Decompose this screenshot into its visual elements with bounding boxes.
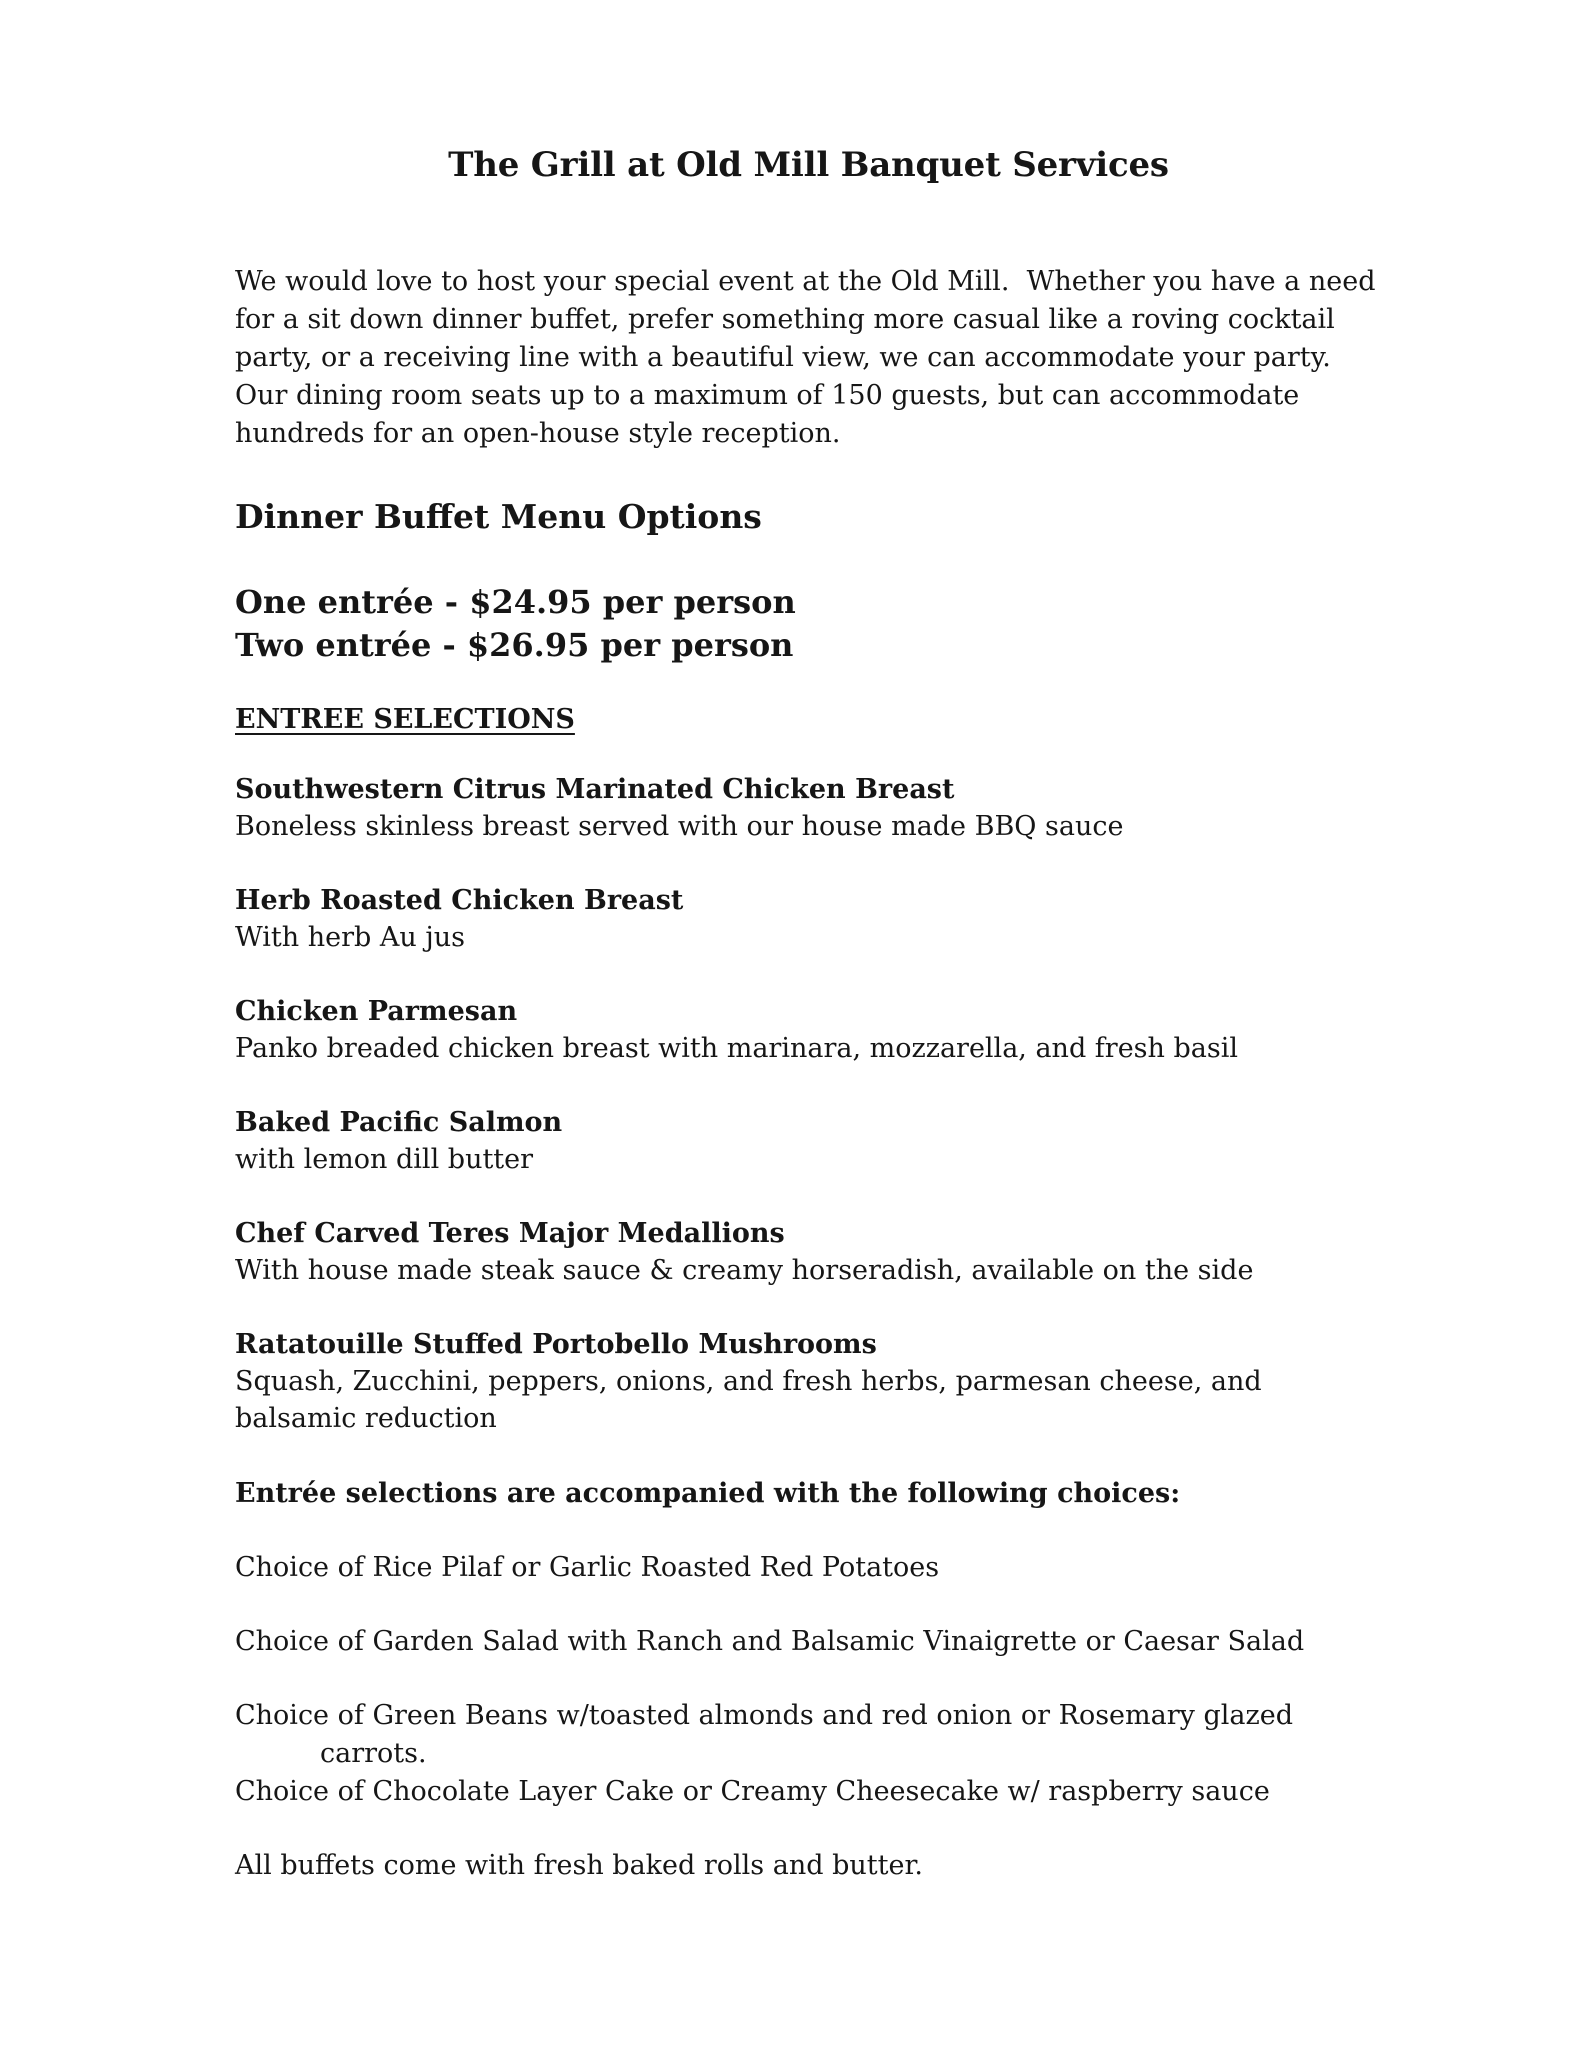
buffet-note: All buffets come with fresh baked rolls and butter.	[235, 1850, 923, 1881]
entree-name: Chicken Parmesan	[235, 996, 518, 1027]
entree-name: Baked Pacific Salmon	[235, 1107, 563, 1138]
accompaniments-heading: Entrée selections are accompanied with the following choices:	[235, 1478, 1181, 1509]
entree-name: Chef Carved Teres Major Medallions	[235, 1218, 785, 1249]
dinner-buffet-heading: Dinner Buffet Menu Options	[235, 497, 762, 536]
entree-description: Squash, Zucchini, peppers, onions, and fresh herbs, parmesan cheese, and balsamic reduction	[235, 1366, 1262, 1434]
entree-name: Herb Roasted Chicken Breast	[235, 885, 684, 916]
entree-name: Ratatouille Stuffed Portobello Mushrooms	[235, 1329, 877, 1360]
entree-description: With house made steak sauce & creamy horseradish, available on the side	[235, 1255, 1254, 1286]
entree-selections-heading: ENTREE SELECTIONS	[235, 704, 575, 735]
page-title: The Grill at Old Mill Banquet Services	[448, 145, 1169, 185]
entree-item	[235, 771, 1382, 845]
entree-description: Panko breaded chicken breast with marinara, mozzarella, and fresh basil	[235, 1033, 1239, 1064]
price-option-one-entree: One entrée - $24.95 per person	[235, 583, 796, 621]
entree-item	[235, 882, 1382, 956]
pricing-options	[235, 581, 1382, 667]
entree-item	[235, 1104, 1382, 1178]
choice-group	[235, 1697, 1382, 1811]
choice-item: Choice of Garden Salad with Ranch and Balsamic Vinaigrette or Caesar Salad	[235, 1626, 1305, 1657]
entree-description: with lemon dill butter	[235, 1144, 534, 1175]
choice-continuation: carrots.	[320, 1738, 427, 1769]
choice-item: Choice of Chocolate Layer Cake or Creamy Cheesecake w/ raspberry sauce	[235, 1776, 1270, 1807]
entree-item	[235, 1215, 1382, 1289]
intro-paragraph: We would love to host your special event at the Old Mill. Whether you have a need for a sit down dinner buffet, prefer something more casual like a roving cocktail party, or a receiving line with a beautiful view, we can accommodate your party. Our dining room seats up to a maximum of 150 guests, but can accommodate hundreds for an open-house style reception.	[235, 266, 1385, 449]
entree-item	[235, 1326, 1382, 1437]
entree-name: Southwestern Citrus Marinated Chicken Breast	[235, 774, 955, 805]
entree-description: Boneless skinless breast served with our house made BBQ sauce	[235, 811, 1124, 842]
choice-item: Choice of Green Beans w/toasted almonds and red onion or Rosemary glazed	[235, 1700, 1293, 1731]
price-option-two-entree: Two entrée - $26.95 per person	[235, 626, 794, 664]
entree-description: With herb Au jus	[235, 922, 465, 953]
choice-item: Choice of Rice Pilaf or Garlic Roasted Red Potatoes	[235, 1552, 940, 1583]
entree-item	[235, 993, 1382, 1067]
